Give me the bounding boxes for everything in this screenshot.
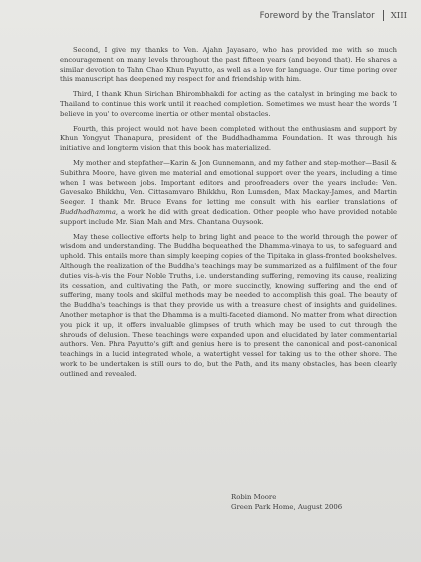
header-divider (383, 10, 384, 21)
running-header (260, 10, 407, 21)
body-text (60, 46, 397, 385)
running-header-title: Foreword by the Translator (259, 10, 375, 21)
paragraph-second-thanks: Second, I give my thanks to Ven. Ajahn Jayasaro, who has provided me with so much encouragement on many levels throughout the past fifteen years (and beyond that). He shares a similar devotion to Tahn Chao Khun Payutto, as well as a love for language. Our time poring over this manuscript has deepened my respect for and friendship with him. (60, 46, 397, 84)
book-title-italic: Buddhadhamma (60, 207, 116, 216)
signature-place-date: Green Park Home, August 2006 (231, 503, 343, 511)
signature-name: Robin Moore (231, 493, 277, 501)
family-text-end: , a work he did with great dedication. Other people who have provided notable support include Mr. Sian Mah and Mrs. Chantana Ouysook. (60, 207, 397, 226)
paragraph-third-thanks: Third, I thank Khun Sirichan Bhirombhakdi for acting as the catalyst in bringing me back to Thailand to continue this work until it reached completion. Sometimes we must hear the words 'I believe in you' to overcome inertia or other mental obstacles. (60, 90, 397, 118)
paragraph-closing: May these collective efforts help to bring light and peace to the world through the power of wisdom and understanding. The Buddha bequeathed the Dhamma-vinaya to us, to safeguard and uphold. This entails more than simply keeping copies of the Tipitaka in glass-fronted bookshelves. Although the realization of the Buddha's teachings may be summarized as a fulfilment of the four duties vis-à-vis the Four Noble Truths, i.e. understanding suffering, removing its cause, realizing its cessation, and cultivating the Path, or more succinctly, knowing suffering and the end of suffering, many tools and skilful methods may be needed to accomplish this goal. The beauty of the Buddha's teachings is that they provide us with a treasure chest of insights and guidelines. Another metaphor is that the Dhamma is a multi-faceted diamond. No matter from what direction you pick it up, it offers invaluable glimpses of truth which may be used to cut through the shrouds of delusion. These teachings were expanded upon and elucidated by later commentarial authors. Ven. Phra Payutto's gift and genius here is to present the canonical and post-canonical teachings in a lucid integrated whole, a watertight vessel for taking us to the other shore. The work to be undertaken is still ours to do, but the Path, and its many obstacles, has been clearly outlined and revealed. (60, 232, 397, 378)
family-text-start: My mother and stepfather—Karin & Jon Gunnemann, and my father and step-mother—Basil & Subithra Moore, have given me material and emotional support over the years, including a time when I was between jobs. Important editors and proofreaders over the years include: Ven. Gavesako Bhikkhu, Ven. Cittasamvaro Bhikkhu, Ron Lumsden, Max Mackay-James, and Martin Seeger. I thank Mr. Bruce Evans for letting me consult with his earlier translations of (60, 158, 397, 207)
paragraph-fourth-thanks: Fourth, this project would not have been completed without the enthusiasm and support by Khun Yongyut Thanapura, president of the Buddhadhamma Foundation. It was through his initiative and longterm vision that this book has materialized. (60, 124, 397, 153)
page-number: XIII (390, 10, 407, 21)
signature-block (231, 492, 342, 512)
paragraph-family-thanks (60, 159, 397, 228)
